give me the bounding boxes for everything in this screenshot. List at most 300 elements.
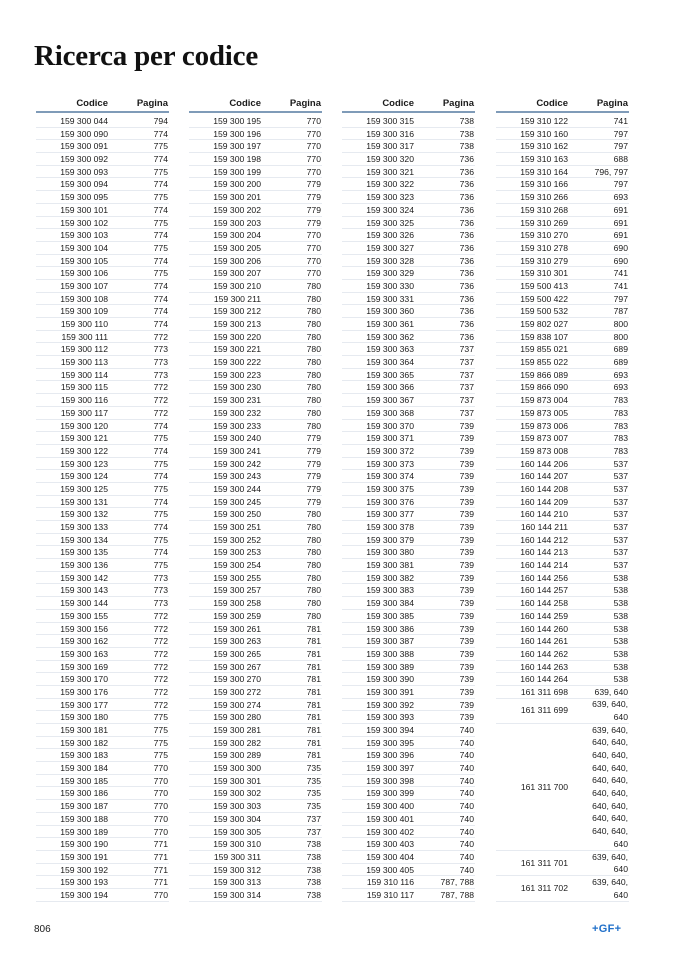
page-ref: 772 bbox=[153, 395, 168, 406]
item-code: 159 300 253 bbox=[213, 547, 261, 558]
page-ref: 781 bbox=[306, 623, 321, 634]
table-row bbox=[189, 597, 322, 610]
item-code: 159 300 093 bbox=[60, 166, 108, 177]
table-row bbox=[189, 648, 322, 661]
item-code: 159 300 204 bbox=[213, 230, 261, 241]
page-ref: 779 bbox=[306, 433, 321, 444]
item-code: 159 300 302 bbox=[213, 788, 261, 799]
table-row bbox=[36, 267, 169, 280]
item-code: 159 300 374 bbox=[366, 471, 414, 482]
page-ref: 689 bbox=[613, 344, 628, 355]
item-code: 159 300 240 bbox=[213, 433, 261, 444]
page-ref: 781 bbox=[306, 725, 321, 735]
item-code: 159 310 279 bbox=[520, 255, 568, 266]
page-ref: 691 bbox=[613, 204, 628, 215]
page-ref: 770 bbox=[153, 788, 168, 799]
table-row bbox=[496, 876, 629, 901]
table-row bbox=[342, 838, 475, 851]
item-code: 159 300 186 bbox=[60, 788, 108, 799]
item-code: 159 300 156 bbox=[60, 623, 108, 634]
item-code: 159 300 326 bbox=[366, 230, 414, 241]
page-ref: 781 bbox=[306, 737, 321, 748]
page-ref: 774 bbox=[153, 293, 168, 304]
table-row bbox=[189, 737, 322, 750]
item-code: 159 300 392 bbox=[366, 699, 414, 710]
table-row bbox=[496, 623, 629, 636]
page-ref: 693 bbox=[613, 369, 628, 380]
page-ref: 797 bbox=[613, 179, 628, 190]
page-ref: 738 bbox=[306, 851, 321, 862]
page-ref: 774 bbox=[153, 522, 168, 532]
item-code: 159 300 199 bbox=[213, 166, 261, 177]
table-row bbox=[189, 381, 322, 394]
item-code: 159 300 233 bbox=[213, 420, 261, 431]
item-code: 159 300 193 bbox=[60, 877, 108, 888]
page-ref: 537 bbox=[613, 483, 628, 494]
page-ref-line: 640, 640, bbox=[592, 737, 628, 748]
table-row bbox=[36, 191, 169, 204]
table-row bbox=[342, 800, 475, 813]
table-row bbox=[36, 800, 169, 813]
page-ref: 739 bbox=[459, 636, 474, 647]
table-row bbox=[496, 534, 629, 547]
table-row bbox=[189, 153, 322, 166]
page-ref: 771 bbox=[153, 851, 168, 862]
item-code: 159 500 532 bbox=[520, 306, 568, 317]
table-row bbox=[496, 470, 629, 483]
item-code: 159 873 005 bbox=[520, 407, 568, 418]
page-ref: 783 bbox=[613, 420, 628, 431]
page-ref-line: 639, 640, bbox=[592, 876, 628, 887]
table-row bbox=[36, 813, 169, 826]
item-code: 159 310 269 bbox=[520, 217, 568, 228]
item-code: 159 300 183 bbox=[60, 750, 108, 761]
page-ref: 770 bbox=[306, 141, 321, 152]
item-code: 159 300 092 bbox=[60, 154, 108, 165]
item-code: 159 300 394 bbox=[366, 725, 414, 735]
table-row bbox=[496, 559, 629, 572]
table-row bbox=[36, 559, 169, 572]
item-code: 159 300 195 bbox=[213, 116, 261, 126]
page-ref: 770 bbox=[153, 889, 168, 900]
page-ref: 741 bbox=[613, 116, 628, 126]
item-code: 159 310 162 bbox=[520, 141, 568, 152]
table-row bbox=[342, 889, 475, 902]
item-code: 159 310 270 bbox=[520, 230, 568, 241]
table-row bbox=[36, 318, 169, 331]
item-code: 159 310 116 bbox=[366, 877, 414, 888]
table-row bbox=[496, 369, 629, 382]
item-code: 159 300 252 bbox=[213, 534, 261, 545]
item-code: 159 300 109 bbox=[60, 306, 108, 317]
item-code: 159 300 115 bbox=[60, 382, 108, 393]
item-code: 159 300 368 bbox=[366, 407, 414, 418]
table-row bbox=[496, 356, 629, 369]
page-ref: 775 bbox=[153, 560, 168, 571]
page-ref: 740 bbox=[459, 737, 474, 748]
page-ref: 773 bbox=[153, 572, 168, 583]
item-code: 159 300 111 bbox=[61, 331, 108, 342]
item-code: 159 300 206 bbox=[213, 255, 261, 266]
page-ref: 736 bbox=[459, 293, 474, 304]
table-row bbox=[342, 496, 475, 509]
item-code: 159 300 403 bbox=[366, 839, 414, 850]
page-ref: 800 bbox=[613, 319, 628, 329]
page-ref: 775 bbox=[153, 458, 168, 469]
table-row bbox=[342, 140, 475, 153]
table-row bbox=[189, 521, 322, 534]
table-row bbox=[189, 140, 322, 153]
page-ref: 774 bbox=[153, 471, 168, 482]
item-code: 161 311 701 bbox=[520, 857, 568, 868]
page-ref: 774 bbox=[153, 280, 168, 291]
table-row bbox=[36, 889, 169, 902]
item-code: 160 144 211 bbox=[520, 522, 568, 532]
table-row bbox=[496, 140, 629, 153]
item-code: 159 300 314 bbox=[213, 889, 261, 900]
item-code: 159 300 399 bbox=[366, 788, 414, 799]
page-ref: 781 bbox=[306, 636, 321, 647]
table-row bbox=[342, 420, 475, 433]
table-row bbox=[189, 661, 322, 674]
page-ref: 538 bbox=[613, 585, 628, 596]
table-row bbox=[189, 178, 322, 191]
table-row bbox=[496, 217, 629, 230]
item-code: 159 300 176 bbox=[60, 686, 108, 697]
page-ref: 783 bbox=[613, 445, 628, 456]
item-code: 159 300 203 bbox=[213, 217, 261, 228]
item-code: 159 873 007 bbox=[520, 433, 568, 444]
item-code: 160 144 257 bbox=[520, 585, 568, 596]
page-ref: 739 bbox=[459, 420, 474, 431]
table-row bbox=[36, 483, 169, 496]
page-ref: 779 bbox=[306, 458, 321, 469]
table-row bbox=[496, 851, 629, 876]
table-row bbox=[189, 420, 322, 433]
gf-logo: +GF+ bbox=[592, 923, 622, 935]
item-code: 159 300 112 bbox=[60, 344, 108, 355]
page-ref: 775 bbox=[153, 712, 168, 723]
page-ref: 772 bbox=[153, 623, 168, 634]
item-code: 159 300 200 bbox=[213, 179, 261, 190]
table-row bbox=[342, 699, 475, 712]
table-row bbox=[342, 826, 475, 839]
table-row bbox=[36, 115, 169, 128]
page-ref: 739 bbox=[459, 483, 474, 494]
page-ref: 740 bbox=[459, 750, 474, 761]
table-row bbox=[36, 775, 169, 788]
page-ref: 693 bbox=[613, 192, 628, 203]
item-code: 159 300 312 bbox=[213, 864, 261, 875]
page-ref: 538 bbox=[613, 648, 628, 659]
item-code: 159 300 169 bbox=[60, 661, 108, 672]
table-row bbox=[496, 381, 629, 394]
item-code: 159 300 133 bbox=[60, 522, 108, 532]
item-code: 159 300 108 bbox=[60, 293, 108, 304]
table-row bbox=[496, 331, 629, 344]
table-row bbox=[342, 648, 475, 661]
table-row bbox=[36, 178, 169, 191]
item-code: 160 144 207 bbox=[520, 471, 568, 482]
item-code: 160 144 206 bbox=[520, 458, 568, 469]
page-ref: 770 bbox=[306, 242, 321, 253]
page-ref: 770 bbox=[306, 268, 321, 279]
header-code: Codice bbox=[382, 98, 414, 109]
table-row bbox=[189, 267, 322, 280]
table-row bbox=[36, 749, 169, 762]
page-ref: 736 bbox=[459, 280, 474, 291]
item-code: 159 310 122 bbox=[520, 116, 568, 126]
table-row bbox=[189, 293, 322, 306]
table-row bbox=[342, 762, 475, 775]
table-row bbox=[189, 699, 322, 712]
item-code: 159 300 257 bbox=[213, 585, 261, 596]
index-column bbox=[496, 94, 629, 902]
item-code: 159 300 091 bbox=[60, 141, 108, 152]
table-row bbox=[189, 242, 322, 255]
page-ref: 779 bbox=[306, 192, 321, 203]
table-row bbox=[342, 597, 475, 610]
page-ref: 779 bbox=[306, 445, 321, 456]
page-ref: 737 bbox=[306, 813, 321, 824]
page-ref: 772 bbox=[153, 699, 168, 710]
item-code: 159 300 382 bbox=[366, 572, 414, 583]
page-ref: 780 bbox=[306, 369, 321, 380]
page-ref-line: 640, 640, bbox=[592, 813, 628, 824]
table-row bbox=[496, 343, 629, 356]
item-code: 159 300 231 bbox=[213, 395, 261, 406]
table-row bbox=[496, 483, 629, 496]
item-code: 159 300 180 bbox=[60, 712, 108, 723]
item-code: 159 300 363 bbox=[366, 344, 414, 355]
item-code: 160 144 214 bbox=[520, 560, 568, 571]
page-ref: 774 bbox=[153, 319, 168, 329]
item-code: 159 500 422 bbox=[520, 293, 568, 304]
page-ref: 741 bbox=[613, 280, 628, 291]
page-ref: 737 bbox=[459, 344, 474, 355]
item-code: 159 300 114 bbox=[60, 369, 108, 380]
table-row bbox=[189, 128, 322, 141]
page-ref: 689 bbox=[613, 357, 628, 368]
table-row bbox=[342, 229, 475, 242]
item-code: 159 300 117 bbox=[60, 407, 108, 418]
table-row bbox=[342, 864, 475, 877]
item-code: 159 300 245 bbox=[213, 496, 261, 507]
table-row bbox=[342, 191, 475, 204]
item-code: 159 300 244 bbox=[213, 483, 261, 494]
item-code: 159 300 402 bbox=[366, 826, 414, 837]
table-row bbox=[189, 191, 322, 204]
page-ref: 735 bbox=[306, 788, 321, 799]
table-row bbox=[342, 293, 475, 306]
item-code: 160 144 261 bbox=[520, 636, 568, 647]
table-row bbox=[189, 331, 322, 344]
item-code: 160 144 262 bbox=[520, 648, 568, 659]
table-row bbox=[189, 458, 322, 471]
item-code: 159 300 362 bbox=[366, 331, 414, 342]
page-ref-line: 639, 640, bbox=[592, 699, 628, 710]
item-code: 159 300 375 bbox=[366, 483, 414, 494]
item-code: 159 300 105 bbox=[60, 255, 108, 266]
page-ref-line: 640, 640, bbox=[592, 826, 628, 837]
item-code: 159 300 282 bbox=[213, 737, 261, 748]
page-ref: 537 bbox=[613, 509, 628, 520]
index-column bbox=[189, 94, 322, 902]
page-ref: 774 bbox=[153, 445, 168, 456]
table-row bbox=[36, 331, 169, 344]
table-row bbox=[36, 420, 169, 433]
item-code: 159 300 190 bbox=[60, 839, 108, 850]
page-ref: 688 bbox=[613, 154, 628, 165]
table-row bbox=[342, 242, 475, 255]
table-row bbox=[189, 394, 322, 407]
table-row bbox=[189, 204, 322, 217]
index-column bbox=[36, 94, 169, 902]
item-code: 159 300 384 bbox=[366, 598, 414, 609]
table-row bbox=[189, 889, 322, 902]
page-ref: 770 bbox=[306, 230, 321, 241]
item-code: 159 310 117 bbox=[366, 889, 414, 900]
item-code: 159 300 321 bbox=[366, 166, 414, 177]
table-row bbox=[36, 445, 169, 458]
item-code: 159 300 188 bbox=[60, 813, 108, 824]
table-row bbox=[36, 470, 169, 483]
table-row bbox=[36, 166, 169, 179]
table-row bbox=[36, 711, 169, 724]
item-code: 159 300 135 bbox=[60, 547, 108, 558]
page-ref: 770 bbox=[306, 166, 321, 177]
page-ref: 738 bbox=[459, 116, 474, 126]
index-column bbox=[342, 94, 475, 902]
page-ref: 781 bbox=[306, 686, 321, 697]
page-ref: 739 bbox=[459, 598, 474, 609]
page-ref: 736 bbox=[459, 268, 474, 279]
table-row bbox=[189, 546, 322, 559]
table-row bbox=[189, 787, 322, 800]
table-row bbox=[342, 813, 475, 826]
page-title: Ricerca per codice bbox=[34, 40, 259, 72]
table-row bbox=[496, 458, 629, 471]
page-ref: 772 bbox=[153, 674, 168, 685]
item-code: 159 300 328 bbox=[366, 255, 414, 266]
page-ref: 780 bbox=[306, 306, 321, 317]
item-code: 159 300 301 bbox=[213, 775, 261, 786]
page-ref: 779 bbox=[306, 179, 321, 190]
table-row bbox=[36, 610, 169, 623]
item-code: 159 855 021 bbox=[520, 344, 568, 355]
page-ref: 739 bbox=[459, 534, 474, 545]
page-ref: 739 bbox=[459, 445, 474, 456]
table-row bbox=[342, 661, 475, 674]
item-code: 159 300 191 bbox=[60, 851, 108, 862]
item-code: 159 300 390 bbox=[366, 674, 414, 685]
page-ref-line: 640 bbox=[613, 864, 628, 875]
item-code: 159 300 136 bbox=[60, 560, 108, 571]
item-code: 159 300 102 bbox=[60, 217, 108, 228]
page-ref: 773 bbox=[153, 344, 168, 355]
header-page: Pagina bbox=[289, 98, 321, 109]
page-ref: 538 bbox=[613, 610, 628, 621]
page-ref: 736 bbox=[459, 192, 474, 203]
table-row bbox=[342, 267, 475, 280]
table-row bbox=[496, 597, 629, 610]
page-ref: 690 bbox=[613, 255, 628, 266]
table-row bbox=[36, 496, 169, 509]
page-ref: 780 bbox=[306, 407, 321, 418]
item-code: 159 300 371 bbox=[366, 433, 414, 444]
table-row bbox=[36, 343, 169, 356]
table-row bbox=[496, 394, 629, 407]
item-code: 159 300 364 bbox=[366, 357, 414, 368]
item-code: 159 300 103 bbox=[60, 230, 108, 241]
page-ref: 739 bbox=[459, 547, 474, 558]
item-code: 159 300 370 bbox=[366, 420, 414, 431]
item-code: 159 866 089 bbox=[520, 369, 568, 380]
table-row bbox=[36, 597, 169, 610]
page-ref: 736 bbox=[459, 319, 474, 329]
table-row bbox=[496, 572, 629, 585]
page-ref: 537 bbox=[613, 496, 628, 507]
page-ref: 780 bbox=[306, 395, 321, 406]
page-ref: 775 bbox=[153, 750, 168, 761]
table-row bbox=[189, 305, 322, 318]
item-code: 159 300 320 bbox=[366, 154, 414, 165]
table-row bbox=[189, 762, 322, 775]
page-ref: 779 bbox=[306, 204, 321, 215]
item-code: 159 300 212 bbox=[213, 306, 261, 317]
item-code: 159 300 310 bbox=[213, 839, 261, 850]
item-code: 159 300 189 bbox=[60, 826, 108, 837]
table-row bbox=[496, 255, 629, 268]
page-ref-line: 640 bbox=[613, 711, 628, 722]
page-ref: 737 bbox=[459, 369, 474, 380]
table-row bbox=[342, 686, 475, 699]
page-ref: 774 bbox=[153, 255, 168, 266]
page-ref: 735 bbox=[306, 763, 321, 774]
column-header bbox=[36, 94, 169, 113]
item-code: 159 310 166 bbox=[520, 179, 568, 190]
page-ref: 780 bbox=[306, 610, 321, 621]
page-ref: 781 bbox=[306, 699, 321, 710]
item-code: 159 300 261 bbox=[213, 623, 261, 634]
table-row bbox=[496, 724, 629, 851]
item-code: 159 300 106 bbox=[60, 268, 108, 279]
page-ref: 738 bbox=[459, 141, 474, 152]
page-ref: 780 bbox=[306, 585, 321, 596]
page-ref: 736 bbox=[459, 179, 474, 190]
page-ref: 781 bbox=[306, 674, 321, 685]
page-ref: 738 bbox=[306, 864, 321, 875]
page-ref-line: 640, 640, bbox=[592, 749, 628, 760]
table-row bbox=[189, 572, 322, 585]
column-header bbox=[342, 94, 475, 113]
page-ref: 780 bbox=[306, 560, 321, 571]
table-row bbox=[496, 191, 629, 204]
table-row bbox=[36, 724, 169, 737]
table-row bbox=[36, 534, 169, 547]
table-row bbox=[342, 128, 475, 141]
item-code: 159 300 177 bbox=[60, 699, 108, 710]
table-row bbox=[342, 623, 475, 636]
item-code: 159 300 327 bbox=[366, 242, 414, 253]
item-code: 159 500 413 bbox=[520, 280, 568, 291]
item-code: 159 300 281 bbox=[213, 725, 261, 735]
table-row bbox=[342, 381, 475, 394]
page-number: 806 bbox=[34, 924, 51, 935]
table-row bbox=[342, 508, 475, 521]
page-ref: 740 bbox=[459, 864, 474, 875]
page-ref: 739 bbox=[459, 560, 474, 571]
